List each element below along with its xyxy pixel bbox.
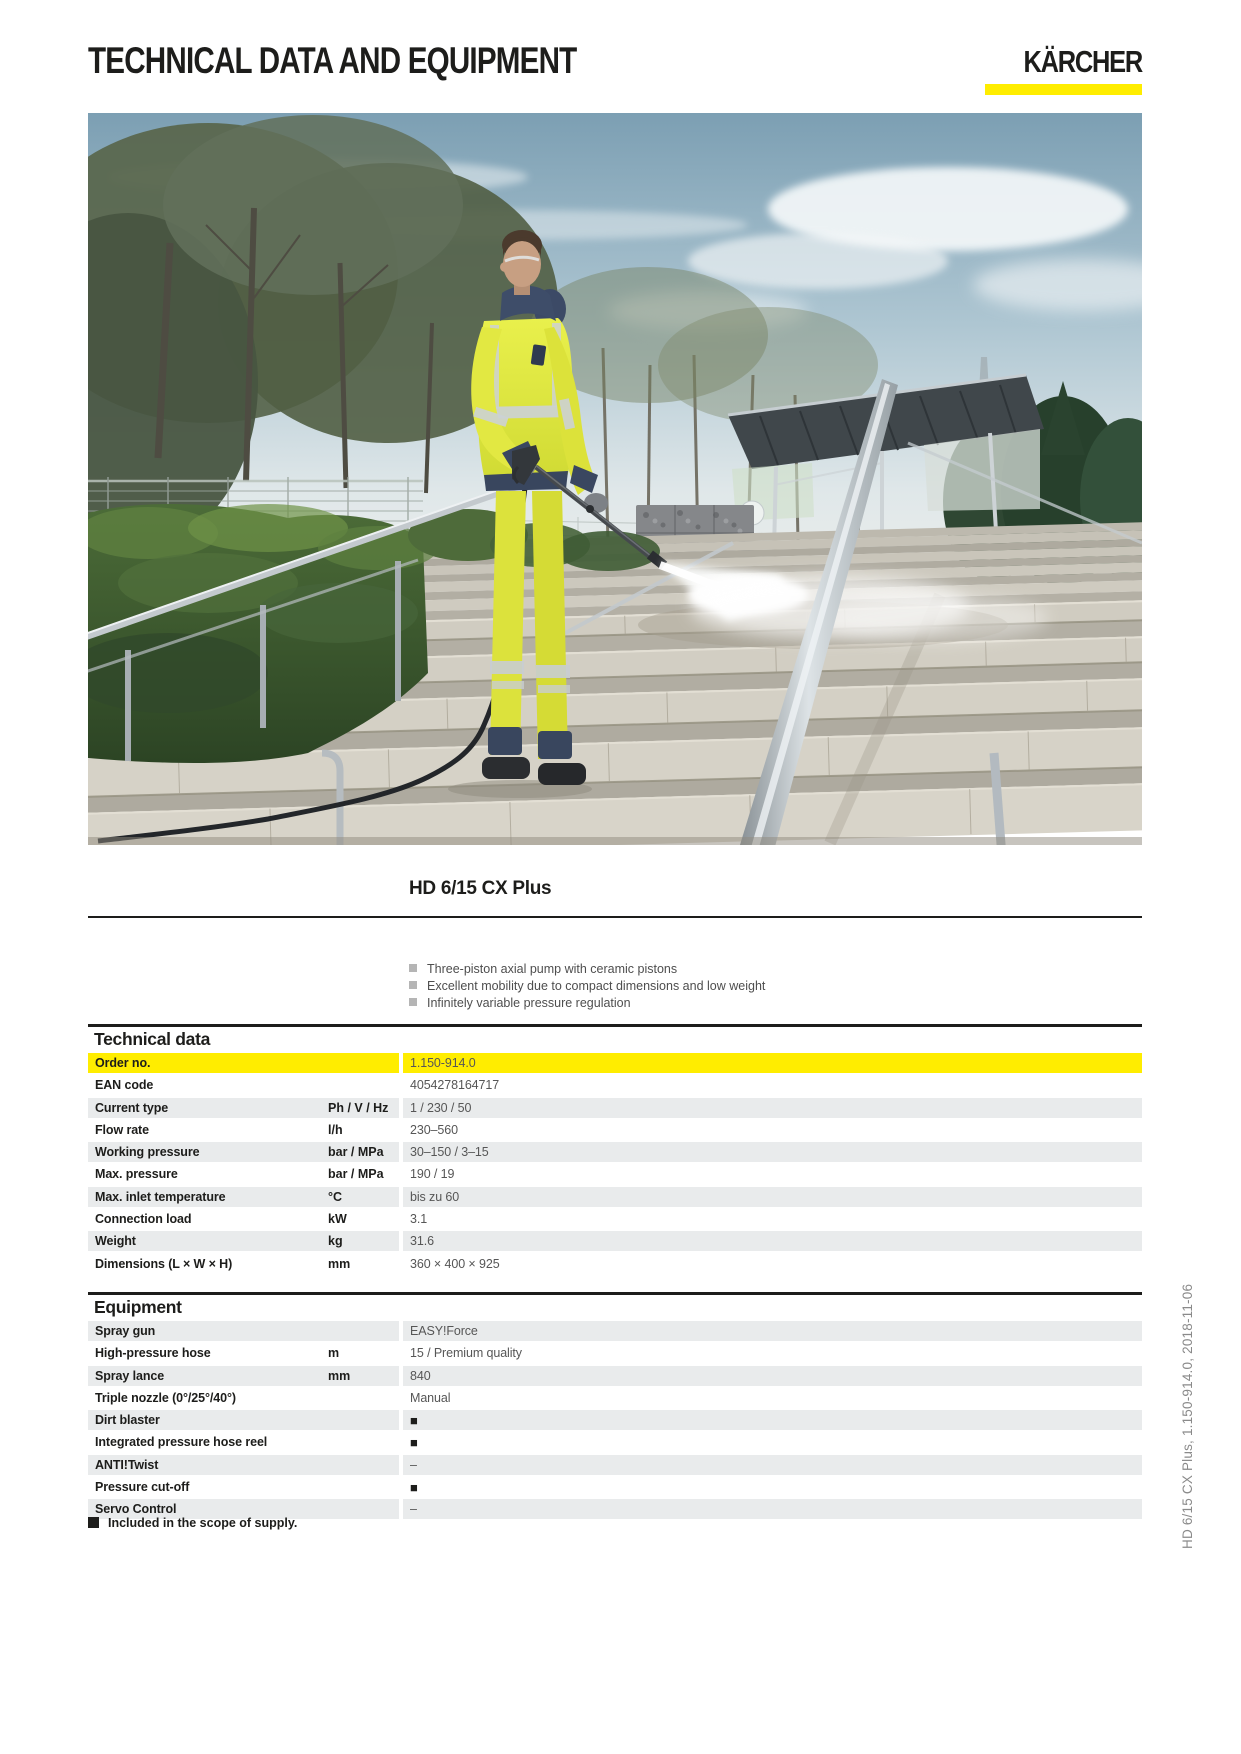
row-label: Max. pressure xyxy=(95,1167,178,1182)
table-row xyxy=(88,1231,1142,1251)
row-value: – xyxy=(410,1502,417,1517)
bullet-square-icon xyxy=(409,964,417,972)
row-unit: bar / MPa xyxy=(328,1167,384,1182)
row-value: 840 xyxy=(410,1368,431,1383)
row-label: Spray lance xyxy=(95,1368,165,1383)
row-label: High-pressure hose xyxy=(95,1346,211,1361)
row-value: 30–150 / 3–15 xyxy=(410,1145,489,1160)
row-value: 190 / 19 xyxy=(410,1167,455,1182)
row-label: Integrated pressure hose reel xyxy=(95,1435,268,1450)
side-note: HD 6/15 CX Plus, 1.150-914.0, 2018-11-06 xyxy=(1180,1283,1195,1549)
row-label: Max. inlet temperature xyxy=(95,1189,226,1204)
feature-item xyxy=(409,962,765,979)
row-label: Dirt blaster xyxy=(95,1413,160,1428)
row-label: Current type xyxy=(95,1100,169,1115)
row-value: 15 / Premium quality xyxy=(410,1346,522,1361)
table-row xyxy=(88,1410,1142,1430)
table-row xyxy=(88,1120,1142,1140)
feature-text: Three-piston axial pump with ceramic pistons xyxy=(427,962,678,976)
bullet-square-icon xyxy=(409,998,417,1006)
bullet-square-icon xyxy=(409,981,417,989)
row-label: Dimensions (L × W × H) xyxy=(95,1256,233,1271)
row-label: Triple nozzle (0°/25°/40°) xyxy=(95,1390,236,1405)
feature-item xyxy=(409,996,765,1013)
row-label: Connection load xyxy=(95,1212,192,1227)
row-unit: kW xyxy=(328,1212,347,1227)
row-value: ■ xyxy=(410,1412,418,1428)
row-value: 1 / 230 / 50 xyxy=(410,1100,472,1115)
row-label: Pressure cut-off xyxy=(95,1480,190,1495)
row-label: Spray gun xyxy=(95,1324,156,1338)
table-row xyxy=(88,1187,1142,1207)
bottom-shade xyxy=(88,837,1142,845)
table-row xyxy=(88,1343,1142,1363)
row-unit: mm xyxy=(328,1368,351,1383)
row-label: EAN code xyxy=(95,1078,154,1093)
footnote xyxy=(88,1516,297,1530)
equipment-table xyxy=(88,1321,1142,1519)
feature-text: Excellent mobility due to compact dimensions and low weight xyxy=(427,979,766,993)
divider-line xyxy=(88,916,1142,918)
row-label: Servo Control xyxy=(95,1502,177,1517)
table-row xyxy=(88,1098,1142,1118)
row-value: – xyxy=(410,1457,417,1472)
row-unit: bar / MPa xyxy=(328,1145,384,1160)
brand-logo xyxy=(985,44,1142,95)
table-row xyxy=(88,1164,1142,1184)
row-unit: Ph / V / Hz xyxy=(328,1100,389,1115)
row-label: Weight xyxy=(95,1234,136,1249)
brand-logo-yellow-bar xyxy=(985,84,1142,95)
hero-photo xyxy=(88,113,1142,845)
row-unit: m xyxy=(328,1346,340,1361)
brand-logo-text: KÄRCHER xyxy=(1023,44,1142,79)
row-value: ■ xyxy=(410,1434,418,1450)
row-value: 4054278164717 xyxy=(410,1078,500,1093)
row-value: 31.6 xyxy=(410,1234,434,1249)
row-value: 3.1 xyxy=(410,1212,428,1227)
row-value: ■ xyxy=(410,1479,418,1495)
equipment-section xyxy=(88,1292,1142,1522)
row-value: 360 × 400 × 925 xyxy=(410,1256,500,1271)
table-row xyxy=(88,1142,1142,1162)
row-value: bis zu 60 xyxy=(410,1189,460,1204)
product-title: HD 6/15 CX Plus xyxy=(409,878,552,899)
feature-text: Infinitely variable pressure regulation xyxy=(427,996,631,1010)
row-value: 230–560 xyxy=(410,1122,458,1137)
table-row xyxy=(88,1209,1142,1229)
row-unit: l/h xyxy=(328,1122,343,1137)
row-label: Flow rate xyxy=(95,1122,149,1137)
technical-data-section xyxy=(88,1024,1142,1276)
table-row xyxy=(88,1477,1142,1497)
table-row xyxy=(88,1254,1142,1274)
table-row xyxy=(88,1366,1142,1386)
row-label: Order no. xyxy=(95,1056,151,1070)
feature-list xyxy=(409,962,765,1013)
table-row xyxy=(88,1053,1142,1073)
row-unit: kg xyxy=(328,1234,343,1249)
table-row xyxy=(88,1075,1142,1095)
row-value: 1.150-914.0 xyxy=(410,1056,476,1070)
table-row xyxy=(88,1388,1142,1408)
table-row xyxy=(88,1321,1142,1341)
included-square-icon xyxy=(88,1517,99,1528)
page-title: TECHNICAL DATA AND EQUIPMENT xyxy=(88,40,577,81)
equipment-heading: Equipment xyxy=(94,1297,182,1317)
row-value: EASY!Force xyxy=(410,1324,478,1338)
row-label: ANTI!Twist xyxy=(95,1457,159,1472)
row-unit: °C xyxy=(328,1189,343,1204)
technical-data-heading: Technical data xyxy=(94,1029,211,1049)
technical-data-table xyxy=(88,1053,1142,1274)
row-unit: mm xyxy=(328,1256,351,1271)
table-row xyxy=(88,1455,1142,1475)
footnote-text: Included in the scope of supply. xyxy=(108,1516,298,1530)
row-label: Working pressure xyxy=(95,1145,200,1160)
row-value: Manual xyxy=(410,1390,451,1405)
table-row xyxy=(88,1432,1142,1452)
feature-item xyxy=(409,979,765,996)
